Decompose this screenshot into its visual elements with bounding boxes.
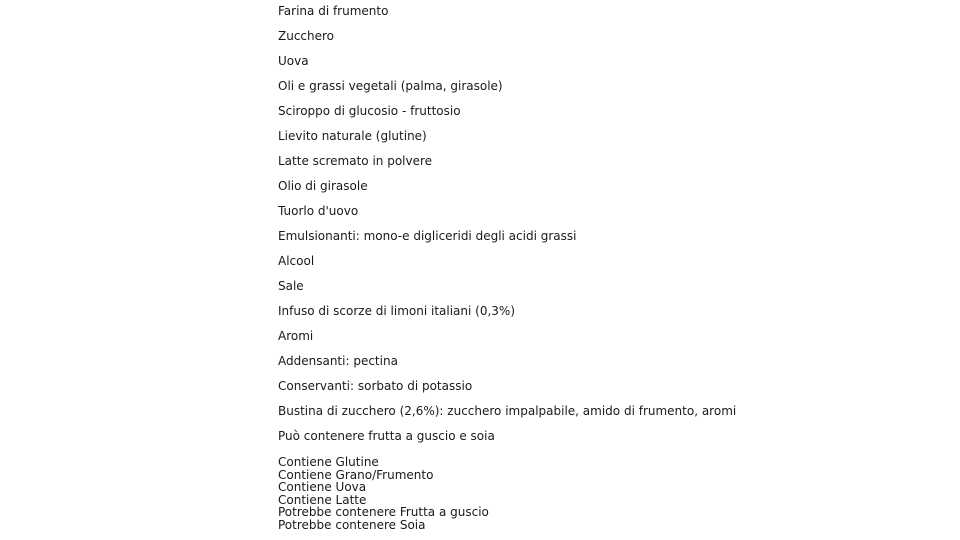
ingredient-item: Aromi — [278, 329, 314, 343]
ingredient-item: Conservanti: sorbato di potassio — [278, 379, 473, 393]
ingredient-item: Latte scremato in polvere — [278, 154, 433, 168]
ingredient-item: Farina di frumento — [278, 4, 389, 18]
ingredient-item: Emulsionanti: mono-e digliceridi degli acidi grassi — [278, 229, 577, 243]
ingredient-item: Uova — [278, 54, 309, 68]
ingredient-list — [278, 3, 736, 453]
ingredient-item: Bustina di zucchero (2,6%): zucchero impalpabile, amido di frumento, aromi — [278, 404, 737, 418]
ingredient-item: Può contenere frutta a guscio e soia — [278, 429, 495, 443]
ingredient-item: Sciroppo di glucosio - fruttosio — [278, 104, 461, 118]
allergen-item: Contiene Grano/Frumento — [278, 467, 434, 482]
allergen-list — [278, 456, 489, 532]
ingredient-item: Infuso di scorze di limoni italiani (0,3%) — [278, 304, 516, 318]
ingredient-item: Tuorlo d'uovo — [278, 204, 359, 218]
allergen-item: Potrebbe contenere Soia — [278, 517, 426, 532]
allergen-item: Potrebbe contenere Frutta a guscio — [278, 505, 489, 520]
allergen-item: Contiene Latte — [278, 492, 367, 507]
allergen-item: Contiene Uova — [278, 480, 367, 495]
ingredient-item: Oli e grassi vegetali (palma, girasole) — [278, 79, 503, 93]
ingredient-item: Addensanti: pectina — [278, 354, 398, 368]
ingredient-item: Lievito naturale (glutine) — [278, 129, 427, 143]
ingredient-item: Zucchero — [278, 29, 335, 43]
allergen-item: Contiene Glutine — [278, 455, 379, 469]
ingredient-item: Sale — [278, 279, 304, 293]
ingredient-item: Olio di girasole — [278, 179, 368, 193]
ingredient-item: Alcool — [278, 254, 315, 268]
